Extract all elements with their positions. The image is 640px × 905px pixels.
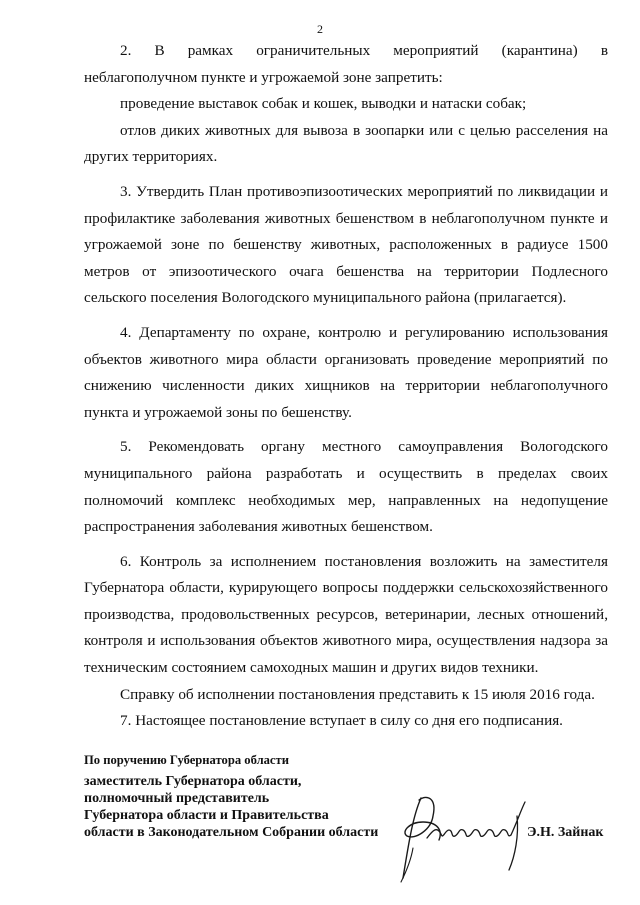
paragraph-2-item-capture: отлов диких животных для вывоза в зоопарки или с целью расселения на других территориях. <box>84 121 608 166</box>
paragraph-4: 4. Департаменту по охране, контролю и регулированию использования объектов животного мира области организовать проведение мероприятий по снижению численности диких хищников на территории неблагополучного пункта и угрожаемой зоны по бешенству. <box>84 323 608 421</box>
paragraph-2-item-exhibitions: проведение выставок собак и кошек, выводки и натаски собак; <box>120 95 527 113</box>
document-body <box>84 38 608 743</box>
handwritten-signature <box>393 786 533 886</box>
paragraph-6: 6. Контроль за исполнением постановления возложить на заместителя Губернатора области, курирующего вопросы поддержки сельскохозяйственного производства, продовольственных ресурсов, ветеринарии, лесных отношений, контроля и использования объектов животного мира, осуществления надзора за техническим состоянием самоходных машин и других видов техники. <box>84 552 608 677</box>
paragraph-5: 5. Рекомендовать органу местного самоуправления Вологодского муниципального района разработать и осуществить в пределах своих полномочий комплекс необходимых мер, направленных на недопущение распространения заболевания животных бешенством. <box>84 438 608 536</box>
signer-position-line: заместитель Губернатора области, <box>84 774 302 789</box>
signer-position-line: полномочный представитель <box>84 791 270 806</box>
signer-position-line: области в Законодательном Собрании области <box>84 825 379 840</box>
signer-position-line: Губернатора области и Правительства <box>84 808 329 823</box>
paragraph-7: 7. Настоящее постановление вступает в силу со дня его подписания. <box>120 712 563 730</box>
page-number: 2 <box>317 22 323 36</box>
paragraph-2: 2. В рамках ограничительных мероприятий (карантина) в неблагополучном пункте и угрожаемой зоне запретить: <box>84 42 608 86</box>
paragraph-3: 3. Утвердить План противоэпизоотических мероприятий по ликвидации и профилактике заболевания животных бешенством в неблагополучном пункте и угрожаемой зоне по бешенству животных, расположенных в радиусе 1500 метров от эпизоотического очага бешенства на территории Подлесного сельского поселения Вологодского муниципального района (прилагается). <box>84 182 608 307</box>
report-deadline: Справку об исполнении постановления представить к 15 июля 2016 года. <box>120 685 595 703</box>
signer-name: Э.Н. Зайнак <box>527 825 604 840</box>
signature-caption: По поручению Губернатора области <box>84 753 289 767</box>
signature-block <box>84 752 378 841</box>
